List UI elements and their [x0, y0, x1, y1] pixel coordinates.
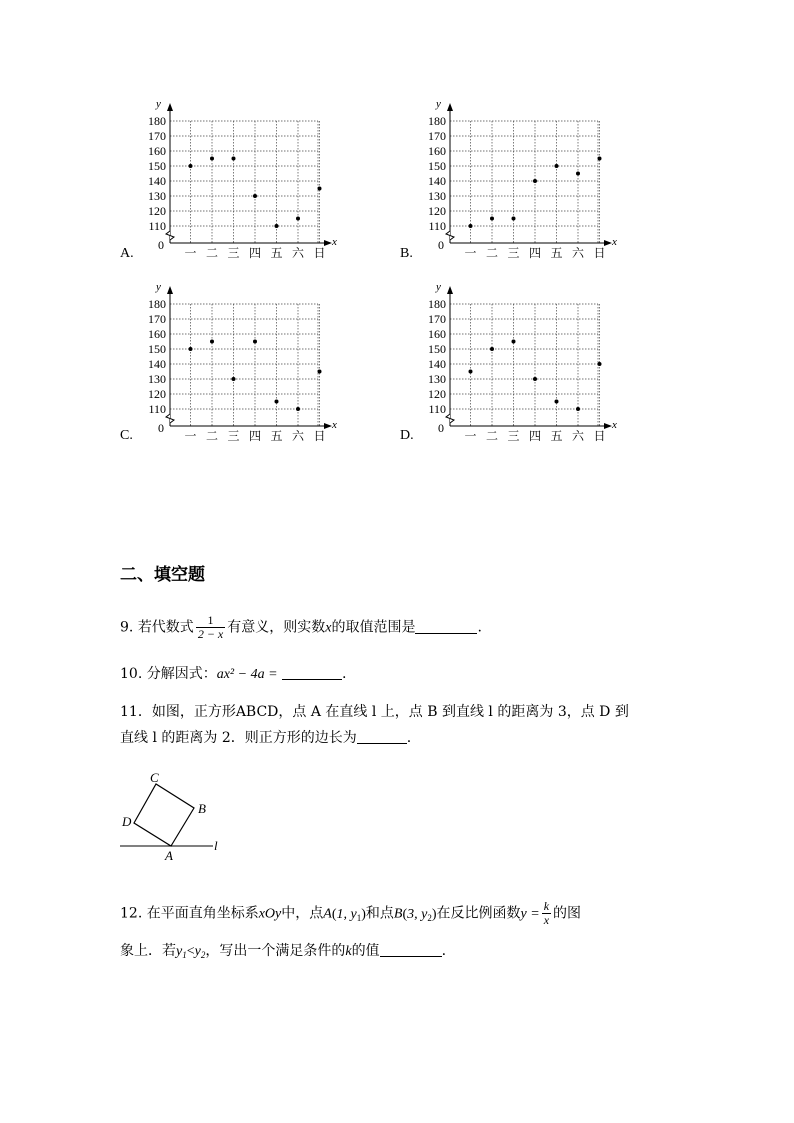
y-axis-label: y — [436, 281, 441, 293]
q9-fraction — [196, 614, 225, 641]
x-axis-label: x — [332, 419, 337, 431]
data-point — [533, 179, 537, 183]
x-axis-label: x — [612, 236, 617, 248]
label-a: A — [165, 848, 173, 863]
data-point — [598, 157, 602, 161]
q12-text-6: 象上．若 — [120, 943, 176, 959]
chart-option-c — [118, 276, 378, 446]
x-tick-label: 二 — [485, 246, 499, 260]
x-tick-label: 一 — [464, 246, 477, 260]
question-12-line-2 — [120, 940, 446, 966]
q10-number: 10. — [120, 666, 143, 682]
x-tick-label: 三 — [507, 246, 520, 260]
y-tick-label: 180 — [428, 114, 446, 128]
y-tick-label: 150 — [428, 159, 446, 173]
x-tick-label: 四 — [528, 429, 542, 443]
y-tick-label: 110 — [148, 402, 166, 416]
q12-less-than: < — [186, 944, 195, 959]
y-tick-label: 160 — [428, 327, 446, 341]
chart-option-b — [398, 93, 658, 263]
label-b: B — [198, 801, 206, 816]
q12-text-8: 的值 — [351, 943, 380, 959]
q12-text-5: 的图 — [553, 905, 582, 922]
question-9 — [120, 614, 482, 641]
x-tick-label: 二 — [205, 246, 219, 260]
q12-coord-system: xOy — [258, 906, 282, 922]
option-label-a: A. — [120, 246, 134, 261]
chart-option-d — [398, 276, 658, 446]
q12-point-a: A — [323, 906, 332, 922]
y-tick-label: 170 — [428, 312, 446, 326]
data-point — [555, 164, 559, 168]
x-tick-label: 一 — [464, 429, 477, 443]
y-tick-label: 130 — [428, 372, 446, 386]
data-point — [210, 157, 214, 161]
data-point — [555, 400, 559, 404]
question-11-line-2 — [120, 727, 411, 749]
y-tick-label: 120 — [428, 387, 446, 401]
q10-expr: ax² − 4a = — [216, 667, 278, 682]
data-point — [318, 187, 322, 191]
q9-var: x — [325, 620, 332, 636]
data-point — [469, 370, 473, 374]
data-point — [490, 347, 494, 351]
q10-answer-blank[interactable] — [282, 665, 342, 680]
data-point — [253, 194, 257, 198]
label-l: l — [214, 838, 218, 853]
y-axis-arrow — [167, 286, 173, 294]
x-tick-label: 日 — [593, 429, 606, 443]
y-tick-label: 140 — [428, 357, 446, 371]
q12-text-3: 和点 — [365, 905, 394, 922]
y-tick-label: 170 — [148, 312, 166, 326]
y-tick-label: 150 — [428, 342, 446, 356]
y-tick-label: 110 — [148, 219, 166, 233]
x-axis-label: x — [612, 419, 617, 431]
y-tick-label: 160 — [428, 144, 446, 158]
data-point — [232, 377, 236, 381]
q9-text-mid: 有意义，则实数 — [227, 619, 326, 636]
y-tick-label: 120 — [148, 387, 166, 401]
x-tick-label: 四 — [528, 246, 542, 260]
y-tick-label: 130 — [148, 189, 166, 203]
y-tick-label: 120 — [148, 204, 166, 218]
chart-grid — [450, 121, 600, 243]
x-tick-label: 五 — [550, 246, 563, 260]
q12-k: k — [345, 944, 352, 959]
x-tick-label: 三 — [227, 246, 240, 260]
x-tick-label: 五 — [270, 246, 283, 260]
data-point — [533, 377, 537, 381]
q9-end: . — [477, 619, 482, 636]
data-point — [232, 157, 236, 161]
q12-point-a-coords: (1, $y_1$) — [331, 906, 366, 923]
y-tick-label: 140 — [148, 357, 166, 371]
x-tick-label: 六 — [291, 246, 305, 260]
y-tick-label: 170 — [148, 129, 166, 143]
q12-text-4: 在反比例函数 — [436, 905, 521, 922]
data-point — [318, 370, 322, 374]
label-c: C — [150, 770, 159, 785]
x-tick-label: 五 — [550, 429, 563, 443]
y-tick-label: 150 — [148, 342, 166, 356]
axis-break-mark — [166, 231, 174, 240]
x-tick-label: 五 — [270, 429, 283, 443]
data-point — [576, 172, 580, 176]
q12-end: . — [441, 943, 447, 959]
data-point — [253, 340, 257, 344]
q9-text-pre: 若代数式 — [137, 619, 194, 636]
data-point — [189, 164, 193, 168]
data-point — [275, 400, 279, 404]
data-point — [210, 340, 214, 344]
y-tick-label: 140 — [428, 174, 446, 188]
origin-label: 0 — [158, 421, 164, 435]
option-label-b: B. — [400, 246, 413, 261]
data-point — [512, 217, 516, 221]
option-label-c: C. — [120, 428, 133, 443]
question-11-line-1: 11．如图，正方形ABCD，点 A 在直线 l 上，点 B 到直线 l 的距离为 3，点 D 到 — [120, 704, 629, 720]
axis-break-mark — [446, 231, 454, 240]
question-10 — [120, 663, 346, 686]
y-tick-label: 130 — [148, 372, 166, 386]
x-tick-label: 四 — [248, 246, 262, 260]
axis-break-mark — [166, 414, 174, 423]
y-axis-label: y — [156, 98, 161, 110]
q12-y2: $y_2$ — [194, 944, 206, 960]
y-tick-label: 180 — [148, 297, 166, 311]
x-tick-label: 二 — [205, 429, 219, 443]
chart-option-a — [118, 93, 378, 263]
q12-point-b-coords: (3, $y_2$) — [402, 906, 437, 923]
y-tick-label: 120 — [428, 204, 446, 218]
option-label-d: D. — [400, 428, 414, 443]
square-diagram — [118, 770, 228, 865]
chart-grid — [170, 121, 320, 243]
data-point — [189, 347, 193, 351]
q10-text: 分解因式： — [146, 666, 217, 682]
q9-frac-den: 2 − x — [197, 627, 224, 641]
origin-label: 0 — [158, 238, 164, 252]
x-tick-label: 三 — [507, 429, 520, 443]
q9-answer-blank[interactable] — [415, 619, 477, 634]
y-tick-label: 110 — [428, 219, 446, 233]
q11-answer-blank[interactable] — [357, 729, 407, 744]
section-heading: 二、填空题 — [120, 565, 205, 585]
y-axis-label: y — [436, 98, 441, 110]
q11-text: 直线 l 的距离为 2．则正方形的边长为 — [120, 730, 357, 746]
q12-y1: $y_1$ — [176, 944, 187, 960]
q12-text-7: ，写出一个满足条件的 — [205, 943, 346, 959]
data-point — [490, 217, 494, 221]
y-tick-label: 180 — [148, 114, 166, 128]
data-point — [576, 407, 580, 411]
q12-number: 12. — [120, 905, 143, 922]
label-d: D — [122, 814, 132, 829]
y-tick-label: 110 — [428, 402, 446, 416]
y-tick-label: 150 — [148, 159, 166, 173]
x-tick-label: 四 — [248, 429, 262, 443]
axis-break-mark — [446, 414, 454, 423]
q12-text-1: 在平面直角坐标系 — [146, 905, 259, 922]
x-tick-label: 三 — [227, 429, 240, 443]
origin-label: 0 — [438, 421, 444, 435]
x-tick-label: 六 — [571, 246, 585, 260]
x-tick-label: 一 — [184, 429, 197, 443]
x-tick-label: 六 — [571, 429, 585, 443]
x-tick-label: 日 — [593, 246, 606, 260]
y-tick-label: 160 — [148, 144, 166, 158]
q12-point-b: B — [393, 906, 403, 922]
y-axis-arrow — [447, 286, 453, 294]
q12-fraction: $\frac{k}{x}$ — [543, 899, 550, 927]
question-12-line-1 — [120, 900, 581, 929]
y-tick-label: 130 — [428, 189, 446, 203]
y-tick-label: 170 — [428, 129, 446, 143]
data-point — [598, 362, 602, 366]
q12-text-2: 中，点 — [281, 905, 324, 922]
q12-function: y = — [520, 906, 540, 922]
x-tick-label: 一 — [184, 246, 197, 260]
square-abcd — [134, 784, 194, 846]
y-axis-arrow — [167, 103, 173, 111]
x-tick-label: 日 — [313, 429, 326, 443]
square-figure — [118, 770, 228, 869]
data-point — [296, 407, 300, 411]
y-tick-label: 180 — [428, 297, 446, 311]
x-tick-label: 六 — [291, 429, 305, 443]
y-axis-arrow — [447, 103, 453, 111]
q9-text-post: 的取值范围是 — [331, 619, 416, 636]
y-tick-label: 160 — [148, 327, 166, 341]
x-tick-label: 二 — [485, 429, 499, 443]
x-axis-label: x — [332, 236, 337, 248]
q9-number: 9. — [120, 619, 134, 636]
q10-end: . — [341, 666, 347, 682]
origin-label: 0 — [438, 238, 444, 252]
y-axis-label: y — [156, 281, 161, 293]
y-tick-label: 140 — [148, 174, 166, 188]
data-point — [512, 340, 516, 344]
q12-answer-blank[interactable] — [380, 942, 442, 957]
data-point — [275, 224, 279, 228]
data-point — [469, 224, 473, 228]
q9-frac-num: 1 — [196, 614, 225, 628]
x-tick-label: 日 — [313, 246, 326, 260]
data-point — [296, 217, 300, 221]
q11-end: . — [406, 730, 412, 746]
